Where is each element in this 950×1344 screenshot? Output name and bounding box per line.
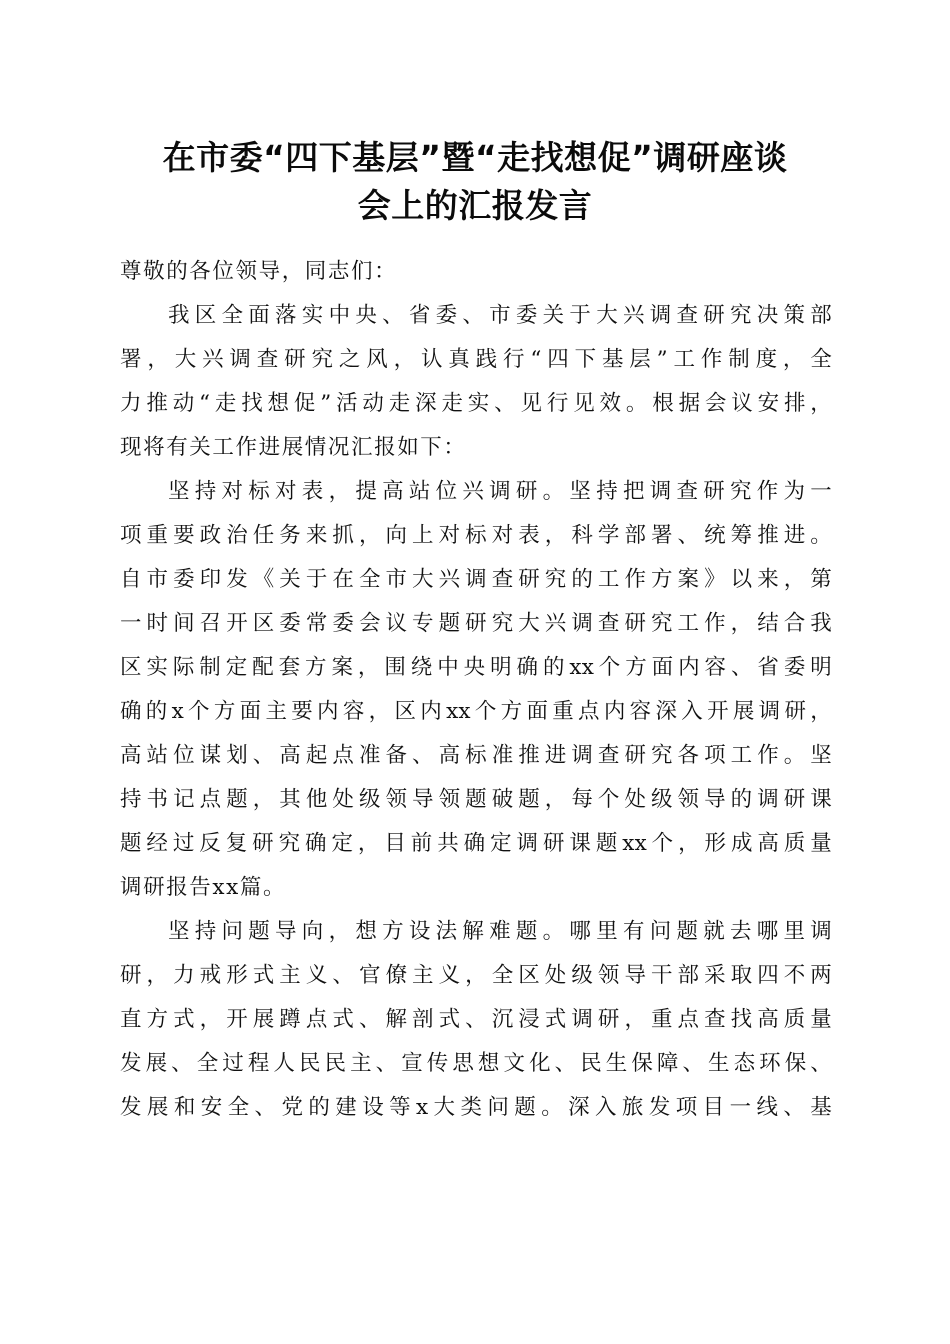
document-title	[100, 134, 850, 230]
paragraph-problem-oriented	[120, 910, 832, 1130]
paragraph-line: 发展和安全、党的建设等x大类问题。深入旅发项目一线、基	[120, 1095, 832, 1120]
paragraph-line: 直方式，开展蹲点式、解剖式、沉浸式调研，重点查找高质量	[120, 1007, 832, 1032]
paragraph-line: 坚持问题导向，想方设法解难题。哪里有问题就去哪里调	[168, 919, 832, 944]
paragraph-line: 一时间召开区委常委会议专题研究大兴调查研究工作，结合我	[120, 611, 832, 636]
salutation: 尊敬的各位领导，同志们：	[120, 259, 398, 284]
title-line-1: 在市委“四下基层”暨“走找想促”调研座谈	[162, 138, 788, 177]
paragraph-line: 调研报告xx篇。	[120, 875, 287, 900]
paragraph-intro	[120, 294, 832, 470]
paragraph-benchmarking	[120, 470, 832, 910]
paragraph-line: 高站位谋划、高起点准备、高标准推进调查研究各项工作。坚	[120, 743, 832, 768]
title-line-2: 会上的汇报发言	[357, 186, 593, 225]
paragraph-line: 我区全面落实中央、省委、市委关于大兴调查研究决策部	[168, 303, 832, 328]
paragraph-line: 坚持对标对表，提高站位兴调研。坚持把调查研究作为一	[168, 479, 832, 504]
paragraph-line: 项重要政治任务来抓，向上对标对表，科学部署、统筹推进。	[120, 523, 832, 548]
paragraph-line: 持书记点题，其他处级领导领题破题，每个处级领导的调研课	[120, 787, 832, 812]
paragraph-line: 署，大兴调查研究之风，认真践行“四下基层”工作制度，全	[120, 347, 832, 372]
paragraph-line: 确的x个方面主要内容，区内xx个方面重点内容深入开展调研，	[120, 699, 832, 724]
paragraph-line: 发展、全过程人民民主、宣传思想文化、民生保障、生态环保、	[120, 1051, 832, 1076]
paragraph-line: 研，力戒形式主义、官僚主义，全区处级领导干部采取四不两	[120, 963, 832, 988]
paragraph-line: 力推动“走找想促”活动走深走实、见行见效。根据会议安排，	[120, 391, 832, 416]
paragraph-line: 现将有关工作进展情况汇报如下：	[120, 435, 467, 460]
document-body	[120, 250, 832, 1130]
paragraph-line: 自市委印发《关于在全市大兴调查研究的工作方案》以来，第	[120, 567, 832, 592]
paragraph-line: 区实际制定配套方案，围绕中央明确的xx个方面内容、省委明	[120, 655, 832, 680]
paragraph-line: 题经过反复研究确定，目前共确定调研课题xx个，形成高质量	[120, 831, 832, 856]
